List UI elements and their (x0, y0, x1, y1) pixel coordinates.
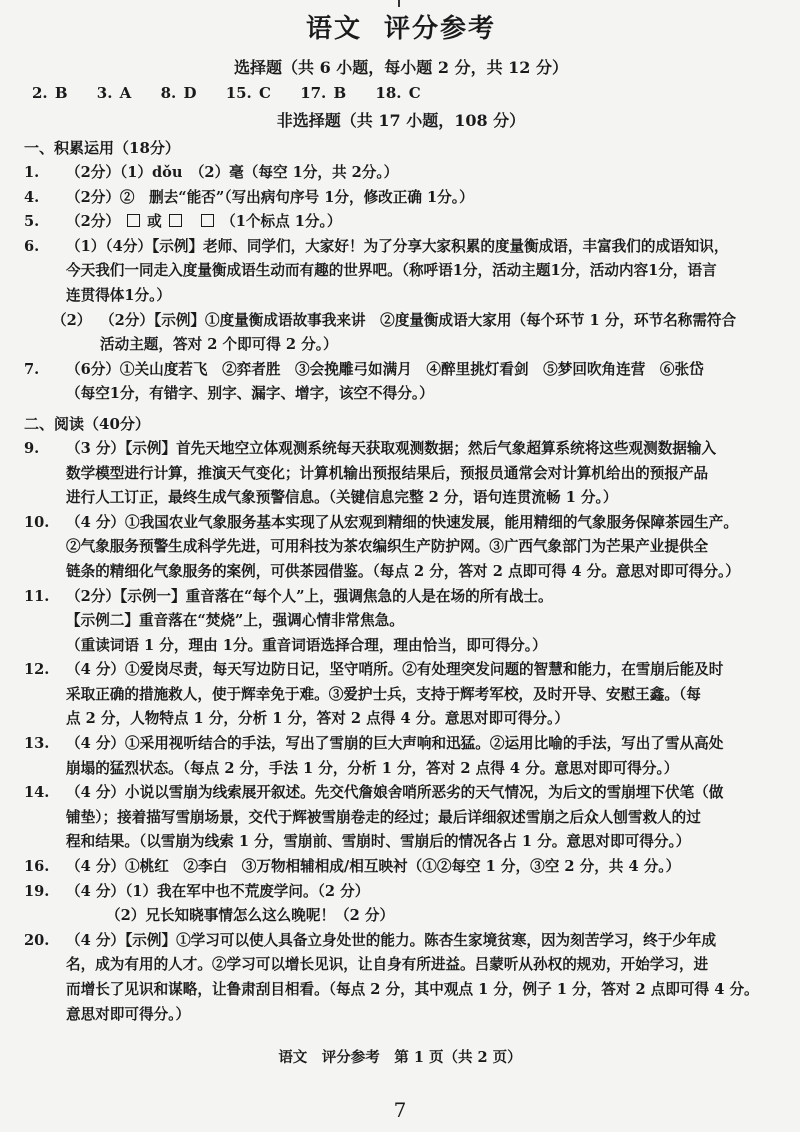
top-mark (398, 0, 400, 7)
punctuation-box (201, 214, 214, 227)
choice-answer: 8. D (160, 84, 197, 102)
choice-answer: 17. B (300, 84, 347, 102)
question-20: 20. （4 分）【示例】①学习可以使人具备立身处世的能力。陈杏生家境贫寒，因为刻苦学习，终于少年成 名，成为有用的人才。②学习可以增长见识，让自身有所进益。吕蒙听从孙权的规劝，开始学习，进 而增长了见识和谋略，让鲁肃刮目相看。（每点 2 分，其中观点 1 分，例子 1 分，答对 2 点即可得 4 分。 意思对即可得分。） (24, 929, 778, 1027)
question-number: 14. (24, 784, 50, 802)
page-footer: 语文 评分参考 第 1 页（共 2 页） (278, 1049, 522, 1066)
punctuation-box (127, 214, 140, 227)
question-number: 4. (24, 188, 40, 206)
question-16: 16. （4 分）①桃红 ②李白 ③万物相辅相成/相互映衬（①②每空 1 分，③空 2 分，共 4 分。） (24, 855, 778, 880)
choice-answer: 3. A (96, 84, 132, 102)
question-13: 13. （4 分）①采用视听结合的手法，写出了雪崩的巨大声响和迅猛。②运用比喻的手法，写出了雪从高处 崩塌的猛烈状态。（每点 2 分，手法 1 分，分析 1 分，答对 2 点得 4 分。意思对即可得分。） (24, 732, 778, 781)
choice-answer: 15. C (225, 84, 271, 102)
question-6-part-2: （2） （2分）【示例】①度量衡成语故事我来讲 ②度量衡成语大家用（每个环节 1 分，环节名称需符合 活动主题，答对 2 个即可得 2 分。） (24, 309, 778, 358)
question-number: 9. (24, 439, 40, 457)
punctuation-box (169, 214, 182, 227)
question-number: 5. (24, 213, 40, 231)
choice-answer: 18. C (375, 84, 421, 102)
question-number: 1. (24, 164, 40, 181)
question-10: 10. （4 分）①我国农业气象服务基本实现了从宏观到精细的快速发展，能用精细的气象服务保障茶园生产。 ②气象服务预警生成科学先进，可用科技为茶农编织生产防护网。③广西气象部门为芒果产业提供全 链条的精细化气象服务的案例，可供茶园借鉴。（每点 2 分，答对 2 点即可得 4 分。意思对即可得分。） (24, 511, 778, 585)
choice-answer: 2. B (32, 84, 68, 102)
question-6: 6. （1）（4分）【示例】老师、同学们，大家好！为了分享大家积累的度量衡成语，丰富我们的成语知识， 今天我们一同走入度量衡成语生动而有趣的世界吧。（称呼语1分，活动主题1分，活动内容1分，语言 连贯得体1分。） (24, 235, 778, 309)
question-4: 4. （2分）② 删去“能否”（写出病句序号 1分，修改正确 1分。） (24, 186, 778, 211)
title-text: 评分参考 (384, 14, 497, 44)
question-number: 19. (24, 882, 50, 900)
question-12: 12. （4 分）①爱岗尽责，每天写边防日记，坚守哨所。②有处理突发问题的智慧和能力，在雪崩后能及时 采取正确的措施救人，使于辉幸免于难。③爱护士兵，支持于辉考军校，及时开导、安慰王鑫。（每 点 2 分，人物特点 1 分，分析 1 分，答对 2 点得 4 分。意思对即可得分。） (24, 658, 778, 732)
question-number: 6. (24, 237, 40, 255)
nonchoice-heading: 非选择题（共 17 小题，108 分） (276, 111, 526, 130)
part1-heading: 一、积累运用（18分） (24, 139, 180, 157)
question-number: 20. (24, 931, 50, 949)
page-title (24, 8, 778, 45)
question-number: 7. (24, 360, 40, 378)
page-number: 7 (393, 1098, 407, 1122)
title-subject: 语文 (305, 14, 362, 44)
question-7: 7. （6分）①关山度若飞 ②弈者胜 ③会挽雕弓如满月 ④醉里挑灯看剑 ⑤梦回吹角连营 ⑥张岱 （每空1分，有错字、别字、漏字、增字，该空不得分。） (24, 358, 778, 407)
question-number: 11. (24, 587, 50, 605)
question-number: （2） (52, 311, 92, 329)
question-5: 5. （2分） 或 （1个标点 1分。） (24, 210, 778, 235)
question-9: 9. （3 分）【示例】首先天地空立体观测系统每天获取观测数据；然后气象超算系统将这些观测数据输入 数学模型进行计算，推演天气变化；计算机输出预报结果后，预报员通常会对计算机给出的预报产品 进行人工订正，最终生成气象预警信息。（关键信息完整 2 分，语句连贯流畅 1 分。） (24, 437, 778, 511)
question-number: 10. (24, 513, 50, 531)
question-number: 12. (24, 661, 50, 679)
question-1: 1. （2分）（1）dǒu （2）毫（每空 1分，共 2分。） (24, 161, 778, 186)
choice-answers (32, 84, 778, 102)
question-number: 13. (24, 735, 50, 753)
part2-heading: 二、阅读（40分） (24, 414, 150, 433)
choice-heading: 选择题（共 6 小题，每小题 2 分，共 12 分） (234, 58, 568, 77)
question-number: 16. (24, 858, 50, 876)
question-14: 14. （4 分）小说以雪崩为线索展开叙述。先交代詹娘舍哨所恶劣的天气情况，为后文的雪崩埋下伏笔（做 铺垫）；接着描写雪崩场景，交代于辉被雪崩卷走的经过；最后详细叙述雪崩之后众人刨雪救人的过 程和结果。（以雪崩为线索 1 分，雪崩前、雪崩时、雪崩后的情况各占 1 分。意思对即可得分。） (24, 781, 778, 855)
question-19: 19. （4 分）（1）我在军中也不荒废学问。（2 分） （2）兄长知晓事情怎么这么晚呢！（2 分） (24, 880, 778, 929)
question-11: 11. （2分）【示例一】重音落在“每个人”上，强调焦急的人是在场的所有战士。 【示例二】重音落在“焚烧”上，强调心情非常焦急。 （重读词语 1 分，理由 1分。重音词语选择合理，理由恰当，即可得分。） (24, 585, 778, 659)
